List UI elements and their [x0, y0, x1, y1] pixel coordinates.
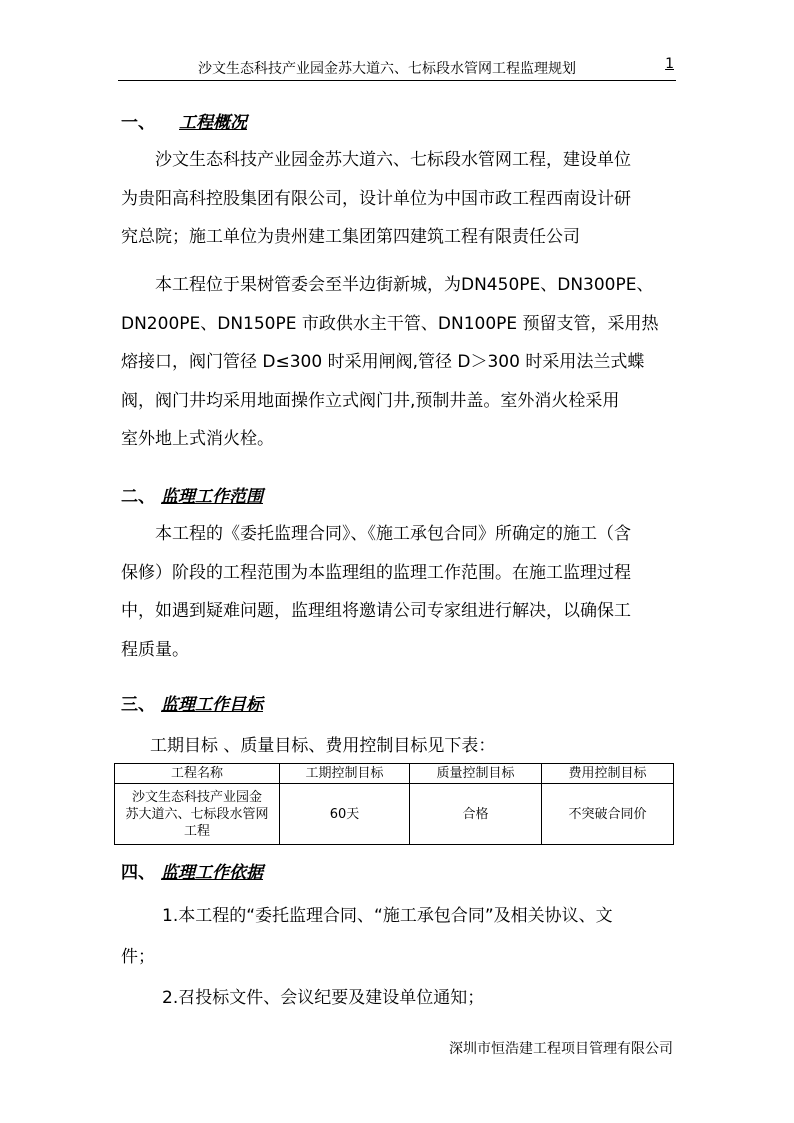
- text-line: 程质量。: [121, 639, 189, 660]
- section-title: 工程概况: [179, 113, 247, 133]
- text-line: 熔接口，阀门管径 D≤300 时采用闸阀,管径 D＞300 时采用法兰式蝶: [121, 352, 645, 372]
- section-title: 监理工作范围: [161, 487, 263, 507]
- section-heading-goals: [121, 690, 263, 715]
- section-heading-basis: [121, 858, 263, 883]
- table-header-cell: 工程名称: [115, 764, 280, 784]
- basis-item-1-line-1: 1.本工程的“委托监理合同、“施工承包合同”及相关协议、文: [162, 906, 613, 926]
- text-line: 保修）阶段的工程范围为本监理组的监理工作范围。在施工监理过程: [121, 562, 631, 583]
- section-heading-overview: [121, 108, 247, 133]
- overview-paragraph-1: [121, 141, 676, 257]
- table-cell-quality: 合格: [410, 784, 542, 845]
- text-line: DN200PE、DN150PE 市政供水主干管、DN100PE 预留支管，采用热: [121, 313, 659, 334]
- section-number: 二、: [121, 487, 155, 507]
- text-line: 中，如遇到疑难问题，监理组将邀请公司专家组进行解决，以确保工: [121, 601, 631, 621]
- table-header-cell: 质量控制目标: [410, 764, 542, 784]
- text-line: 沙文生态科技产业园金: [131, 789, 262, 805]
- table-header-cell: 费用控制目标: [542, 764, 674, 784]
- table-header-cell: 工期控制目标: [280, 764, 410, 784]
- basis-item-2: 2.召投标文件、会议纪要及建设单位通知；: [162, 988, 485, 1008]
- table-cell-duration: 60天: [280, 784, 410, 845]
- table-row: [115, 784, 674, 845]
- section-number: 三、: [121, 695, 155, 715]
- table-cell-project-name: [115, 784, 280, 845]
- scope-paragraph: [121, 515, 676, 669]
- text-line: 本工程的《委托监理合同》、《施工承包合同》所确定的施工（含: [155, 524, 631, 544]
- text-line: 阀，阀门井均采用地面操作立式阀门井,预制井盖。室外消火栓采用: [121, 390, 620, 411]
- text-line: 究总院；施工单位为贵州建工集团第四建筑工程有限责任公司: [121, 227, 580, 247]
- text-line: 室外地上式消火栓。: [121, 429, 274, 449]
- text-line: 本工程位于果树管委会至半边街新城，为DN450PE、DN300PE、: [155, 275, 654, 295]
- page-number: 1: [665, 56, 674, 72]
- footer-company: 深圳市恒浩建工程项目管理有限公司: [449, 1041, 673, 1057]
- text-line: 沙文生态科技产业园金苏大道六、七标段水管网工程，建设单位: [155, 150, 631, 170]
- section-number: 一、: [121, 113, 155, 133]
- goals-table: [114, 763, 674, 845]
- goals-intro: 工期目标 、质量目标、费用控制目标见下表：: [150, 736, 496, 756]
- table-header-row: [115, 764, 674, 784]
- header-title: 沙文生态科技产业园金苏大道六、七标段水管网工程监理规划: [198, 61, 576, 77]
- section-title: 监理工作目标: [161, 695, 263, 715]
- section-heading-scope: [121, 482, 263, 507]
- basis-item-1-line-2: 件；: [121, 947, 155, 967]
- overview-paragraph-2: [121, 266, 676, 459]
- section-number: 四、: [121, 863, 155, 883]
- section-title: 监理工作依据: [161, 863, 263, 883]
- table-cell-cost: 不突破合同价: [542, 784, 674, 845]
- text-line: 苏大道六、七标段水管网: [125, 806, 269, 822]
- text-line: 工程: [183, 823, 210, 839]
- text-line: 为贵阳高科控股集团有限公司，设计单位为中国市政工程西南设计研: [121, 188, 631, 209]
- page-header: [118, 56, 676, 81]
